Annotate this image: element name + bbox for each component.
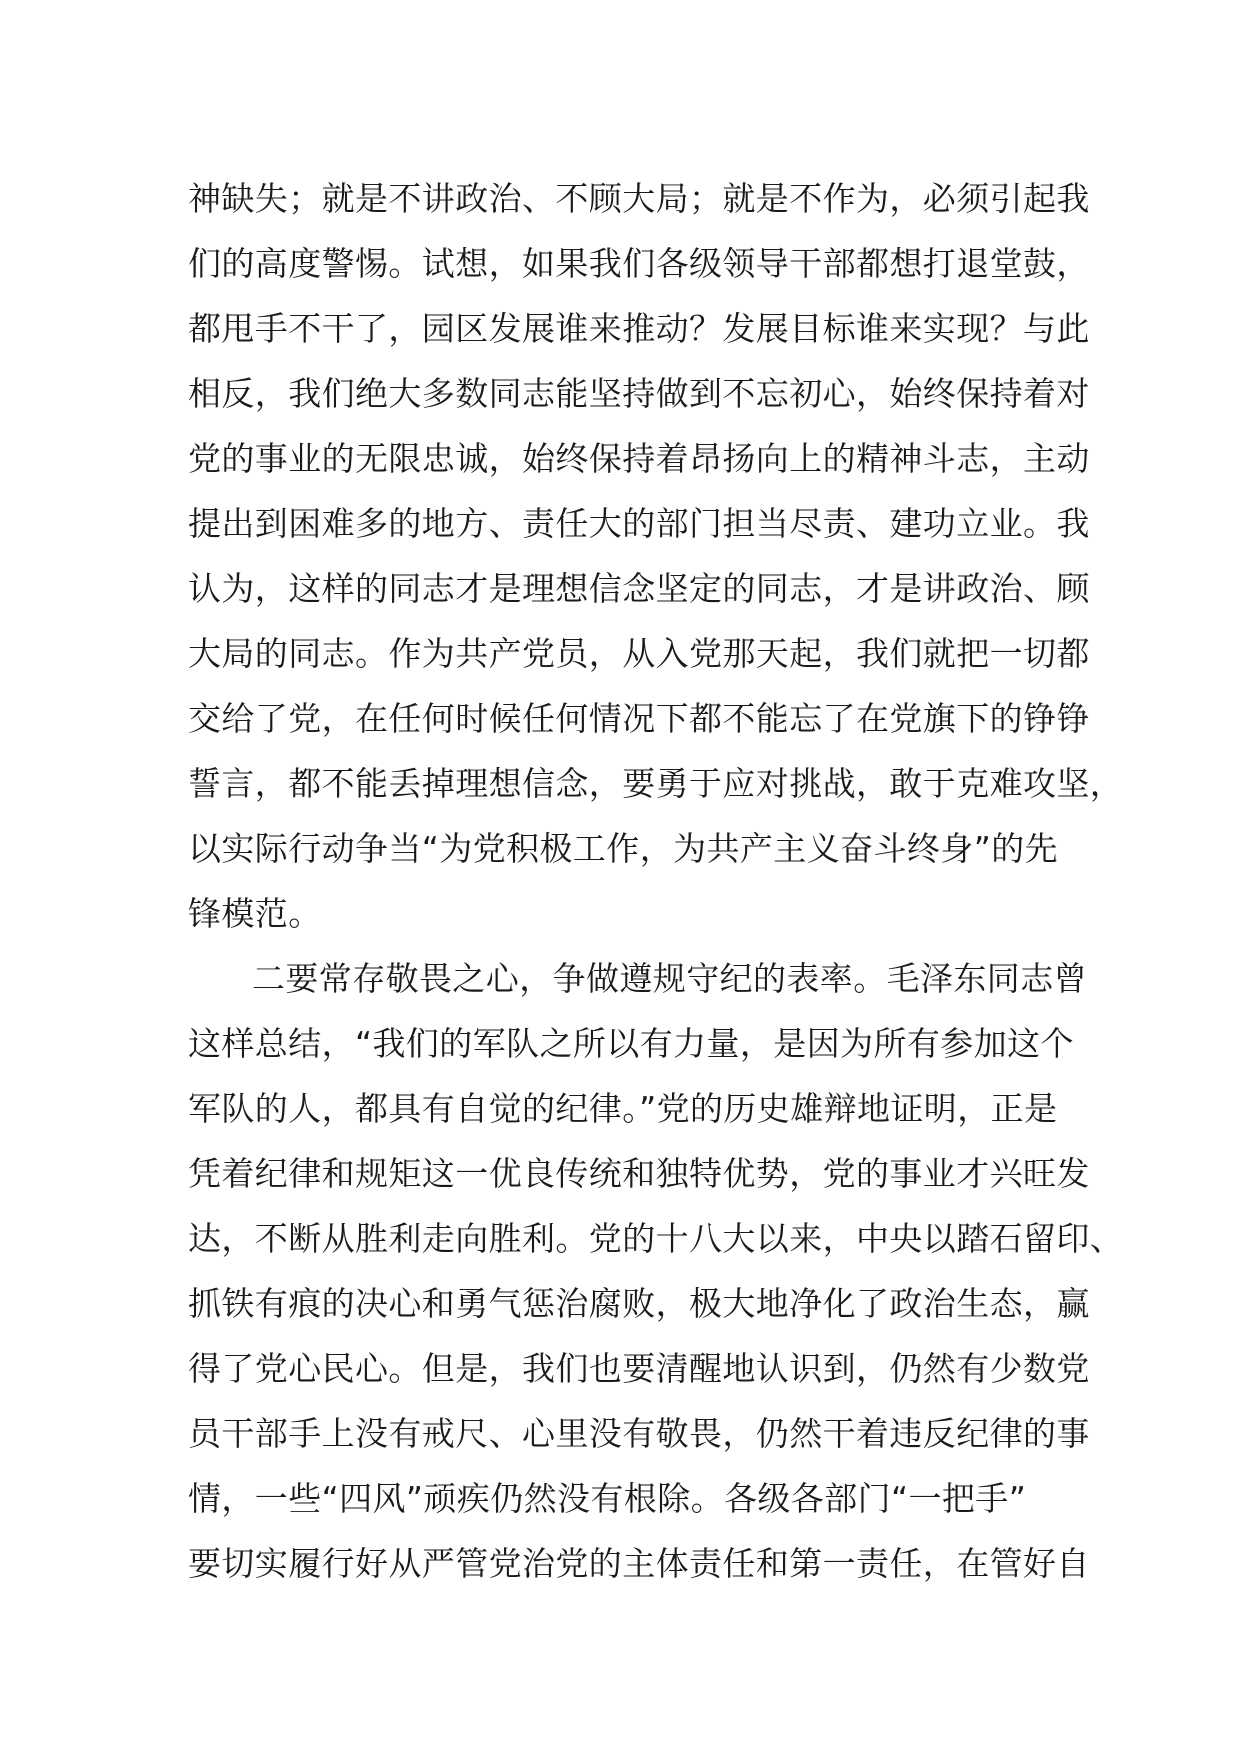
text-line: 以实际行动争当“为党积极工作，为共产主义奋斗终身”的先 xyxy=(188,829,1058,868)
text-line: 大局的同志。作为共产党员，从入党那天起，我们就把一切都 xyxy=(188,634,1090,673)
text-line: 这样总结，“我们的军队之所以有力量，是因为所有参加这个 xyxy=(188,1024,1074,1063)
text-line: 得了党心民心。但是，我们也要清醒地认识到，仍然有少数党 xyxy=(188,1349,1090,1388)
text-line: 锋模范。 xyxy=(188,894,322,933)
text-line: 提出到困难多的地方、责任大的部门担当尽责、建功立业。我 xyxy=(188,504,1090,543)
text-line: 凭着纪律和规矩这一优良传统和独特优势，党的事业才兴旺发 xyxy=(188,1154,1090,1193)
text-line: 相反，我们绝大多数同志能坚持做到不忘初心，始终保持着对 xyxy=(188,374,1090,413)
text-line: 员干部手上没有戒尺、心里没有敬畏，仍然干着违反纪律的事 xyxy=(188,1414,1090,1453)
text-line: 们的高度警惕。试想，如果我们各级领导干部都想打退堂鼓， xyxy=(188,244,1090,283)
text-line: 都甩手不干了，园区发展谁来推动？发展目标谁来实现？与此 xyxy=(188,309,1090,348)
text-line: 军队的人，都具有自觉的纪律。”党的历史雄辩地证明，正是 xyxy=(188,1089,1058,1128)
text-line: 抓铁有痕的决心和勇气惩治腐败，极大地净化了政治生态，赢 xyxy=(188,1284,1090,1323)
text-line: 达，不断从胜利走向胜利。党的十八大以来，中央以踏石留印、 xyxy=(188,1219,1124,1258)
text-line: 要切实履行好从严管党治党的主体责任和第一责任，在管好自 xyxy=(188,1544,1090,1583)
paragraph-first-line: 二要常存敬畏之心，争做遵规守纪的表率。毛泽东同志曾 xyxy=(252,959,1087,998)
text-line: 神缺失；就是不讲政治、不顾大局；就是不作为，必须引起我 xyxy=(188,179,1090,218)
body-text xyxy=(188,166,1124,1596)
text-line: 党的事业的无限忠诚，始终保持着昂扬向上的精神斗志，主动 xyxy=(188,439,1090,478)
text-line: 认为，这样的同志才是理想信念坚定的同志，才是讲政治、顾 xyxy=(188,569,1090,608)
text-line: 誓言，都不能丢掉理想信念，要勇于应对挑战，敢于克难攻坚， xyxy=(188,764,1124,803)
text-line: 情，一些“四风”顽疾仍然没有根除。各级各部门“一把手” xyxy=(188,1479,1027,1518)
text-line: 交给了党，在任何时候任何情况下都不能忘了在党旗下的铮铮 xyxy=(188,699,1090,738)
